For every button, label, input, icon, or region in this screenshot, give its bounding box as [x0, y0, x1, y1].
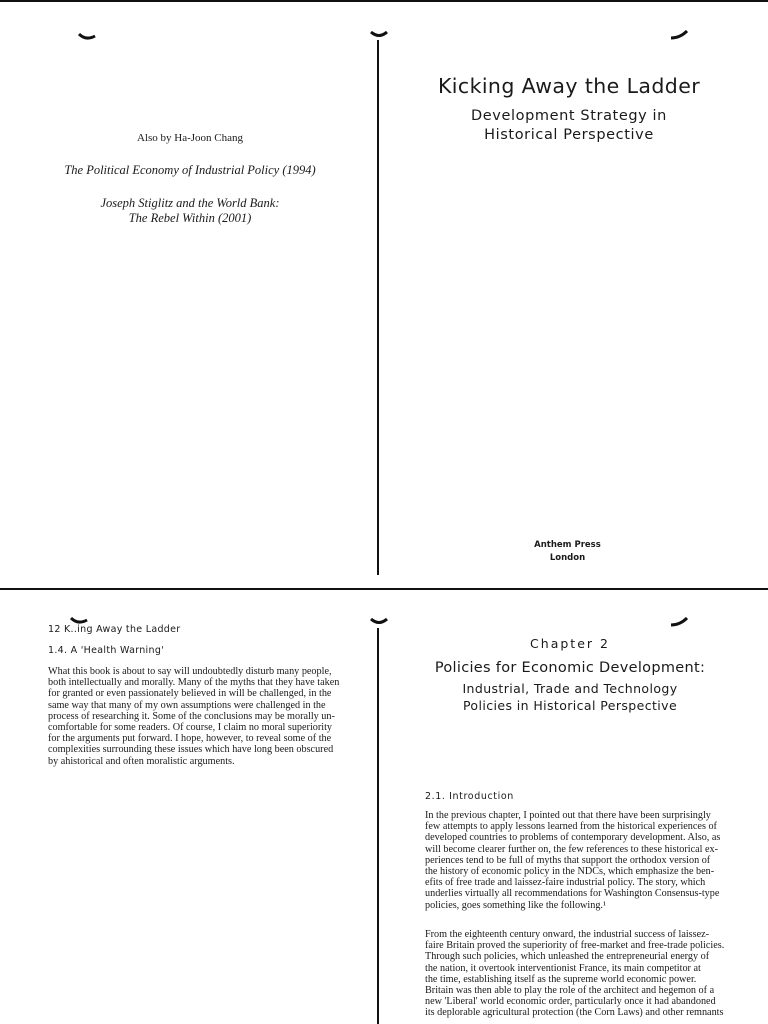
text-line: underlies virtually all recommendations for Washington Consensus-type: [425, 888, 720, 900]
top-right-fold-mark: [670, 30, 688, 40]
text-line: will become clearer further on, the few references to these historical ex-: [425, 843, 719, 855]
text-line: Britain was then able to play the role of the architect and hegemon of a: [425, 985, 715, 997]
health-warning-paragraph: [48, 666, 358, 767]
text-line: complexities surrounding these issues which have long been obscured: [48, 744, 334, 756]
section-heading-2-1: 2.1. Introduction: [425, 791, 514, 802]
text-line: its deplorable agricultural protection (the Corn Laws) and other remnants: [425, 1007, 724, 1019]
top-spine-line: [377, 40, 379, 575]
introduction-paragraph-1: [425, 810, 730, 911]
chapter-title-line2: Industrial, Trade and Technology: [462, 681, 678, 696]
book-title: Kicking Away the Ladder: [437, 74, 701, 98]
text-line: the history of economic policy in the NDCs, which emphasize the ben-: [425, 866, 715, 878]
book-subtitle-line1: Development Strategy in: [471, 108, 667, 124]
running-head: 12 K..ing Away the Ladder: [48, 624, 181, 635]
text-line: In the previous chapter, I pointed out that there have been surprisingly: [425, 810, 711, 821]
text-line: the nation, it overtook interventionist France, its main competitor at: [425, 962, 701, 974]
bottom-spine-line: [377, 628, 379, 1024]
text-line: faire Britain proved the superiority of free-market and free-trade policies.: [425, 940, 725, 952]
text-line: efits of free trade and laissez-faire industrial policy. The story, which: [425, 877, 706, 889]
text-line: process of researching it. Some of the conclusions may be morally un-: [48, 710, 335, 722]
chapter-label: Chapter 2: [530, 636, 610, 651]
text-line: for the arguments put forward. I hope, however, to reveal some of the: [48, 733, 332, 745]
chapter-title-line1: Policies for Economic Development:: [434, 660, 706, 676]
text-line: same way that many of my own assumptions were challenged in the: [48, 699, 326, 711]
publisher-name: Anthem Press: [534, 540, 601, 550]
text-line: periences tend to be full of myths that support the orthodox version of: [425, 854, 711, 866]
bottom-center-fold-mark: [370, 617, 388, 627]
also-by-line: Also by Ha-Joon Chang: [136, 132, 244, 144]
text-line: by ahistorical and often moralistic arguments.: [48, 755, 235, 767]
text-line: the time, establishing itself as the supreme world economic power.: [425, 973, 697, 985]
top-left-fold-mark: [78, 32, 96, 42]
text-line: Through such policies, which unleashed the entrepreneurial energy of: [425, 951, 710, 963]
chapter-title-line3: Policies in Historical Perspective: [462, 698, 678, 713]
publisher-place: London: [549, 553, 586, 563]
text-line: What this book is about to say will undoubtedly disturb many people,: [48, 666, 332, 677]
bottom-right-fold-mark: [670, 617, 688, 627]
text-line: developed countries to problems of contemporary development. Also, as: [425, 832, 721, 844]
book-title-1: The Political Economy of Industrial Policy (1994): [64, 163, 316, 177]
text-line: new 'Liberal' world economic order, particularly once it had abandoned: [425, 996, 716, 1008]
introduction-paragraph-2: [425, 929, 730, 1019]
book-subtitle-line2: Historical Perspective: [484, 127, 654, 143]
book-title-2-line2: The Rebel Within (2001): [128, 211, 252, 225]
text-line: comfortable for some readers. Of course, I claim no moral superiority: [48, 722, 333, 734]
section-heading-1-4: 1.4. A 'Health Warning': [48, 645, 165, 656]
text-line: From the eighteenth century onward, the industrial success of laissez-: [425, 929, 710, 940]
text-line: for granted or even passionately believed in will be challenged, in the: [48, 688, 332, 700]
text-line: few attempts to apply lessons learned from the historical experiences of: [425, 821, 717, 833]
book-title-2-line1: Joseph Stiglitz and the World Bank:: [100, 196, 280, 210]
top-edge-rule: [0, 0, 768, 2]
text-line: both intellectually and morally. Many of the myths that they have taken: [48, 677, 340, 689]
text-line: policies, goes something like the following.¹: [425, 899, 607, 911]
top-center-fold-mark: [370, 30, 388, 40]
spread-divider-rule: [0, 588, 768, 590]
